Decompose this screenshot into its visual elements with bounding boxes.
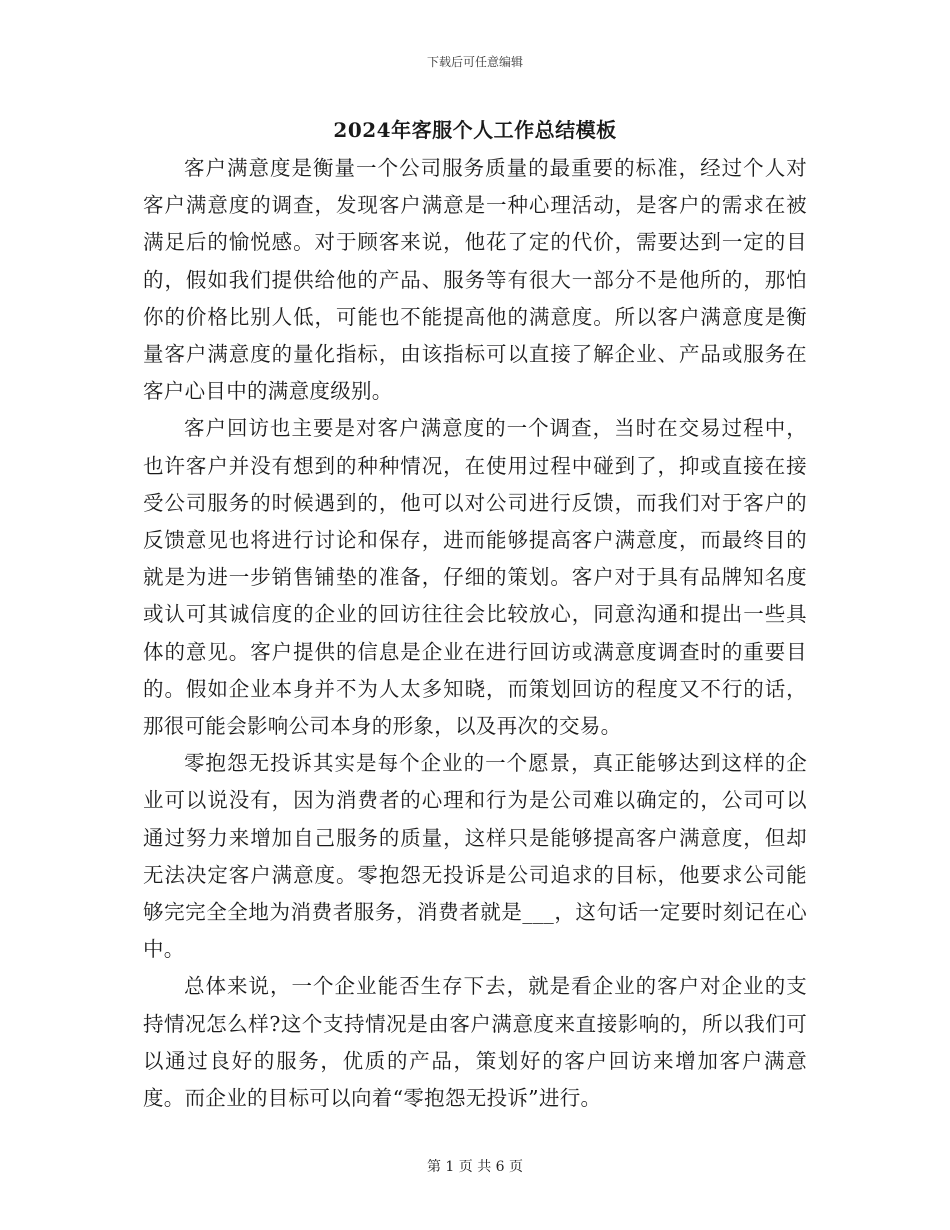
header-note: 下载后可任意编辑 xyxy=(426,55,523,69)
paragraph-4: 总体来说，一个企业能否生存下去，就是看企业的客户对企业的支持情况怎么样?这个支持情况是由客户满意度来直接影响的，所以我们可以通过良好的服务，优质的产品，策划好的客户回访来增加客户满意度。而企业的目标可以向着“零抱怨无投诉”进行。 xyxy=(143,974,807,1111)
document-title: 2024年客服个人工作总结模板 xyxy=(333,118,617,142)
paragraph-3: 零抱怨无投诉其实是每个企业的一个愿景，真正能够达到这样的企业可以说没有，因为消费者的心理和行为是公司难以确定的，公司可以通过努力来增加自己服务的质量，这样只是能够提高客户满意度，但却无法决定客户满意度。零抱怨无投诉是公司追求的目标，他要求公司能够完完全全地为消费者服务，消费者就是___，这句话一定要时刻记在心中。 xyxy=(143,751,807,962)
page-number: 第 1 页 共 6 页 xyxy=(426,1159,524,1175)
paragraph-2: 客户回访也主要是对客户满意度的一个调查，当时在交易过程中，也许客户并没有想到的种种情况，在使用过程中碰到了，抑或直接在接受公司服务的时候遇到的，他可以对公司进行反馈，而我们对于客户的反馈意见也将进行讨论和保存，进而能够提高客户满意度，而最终目的就是为进一步销售铺垫的准备，仔细的策划。客户对于具有品牌知名度或认可其诚信度的企业的回访往往会比较放心，同意沟通和提出一些具体的意见。客户提供的信息是企业在进行回访或满意度调查时的重要目的。假如企业本身并不为人太多知晓，而策划回访的程度又不行的话，那很可能会影响公司本身的形象，以及再次的交易。 xyxy=(143,416,807,739)
document-body xyxy=(143,150,807,1117)
paragraph-1: 客户满意度是衡量一个公司服务质量的最重要的标准，经过个人对客户满意度的调查，发现客户满意是一种心理活动，是客户的需求在被满足后的愉悦感。对于顾客来说，他花了定的代价，需要达到一定的目的，假如我们提供给他的产品、服务等有很大一部分不是他所的，那怕你的价格比别人低，可能也不能提高他的满意度。所以客户满意度是衡量客户满意度的量化指标，由该指标可以直接了解企业、产品或服务在客户心目中的满意度级别。 xyxy=(143,156,807,404)
